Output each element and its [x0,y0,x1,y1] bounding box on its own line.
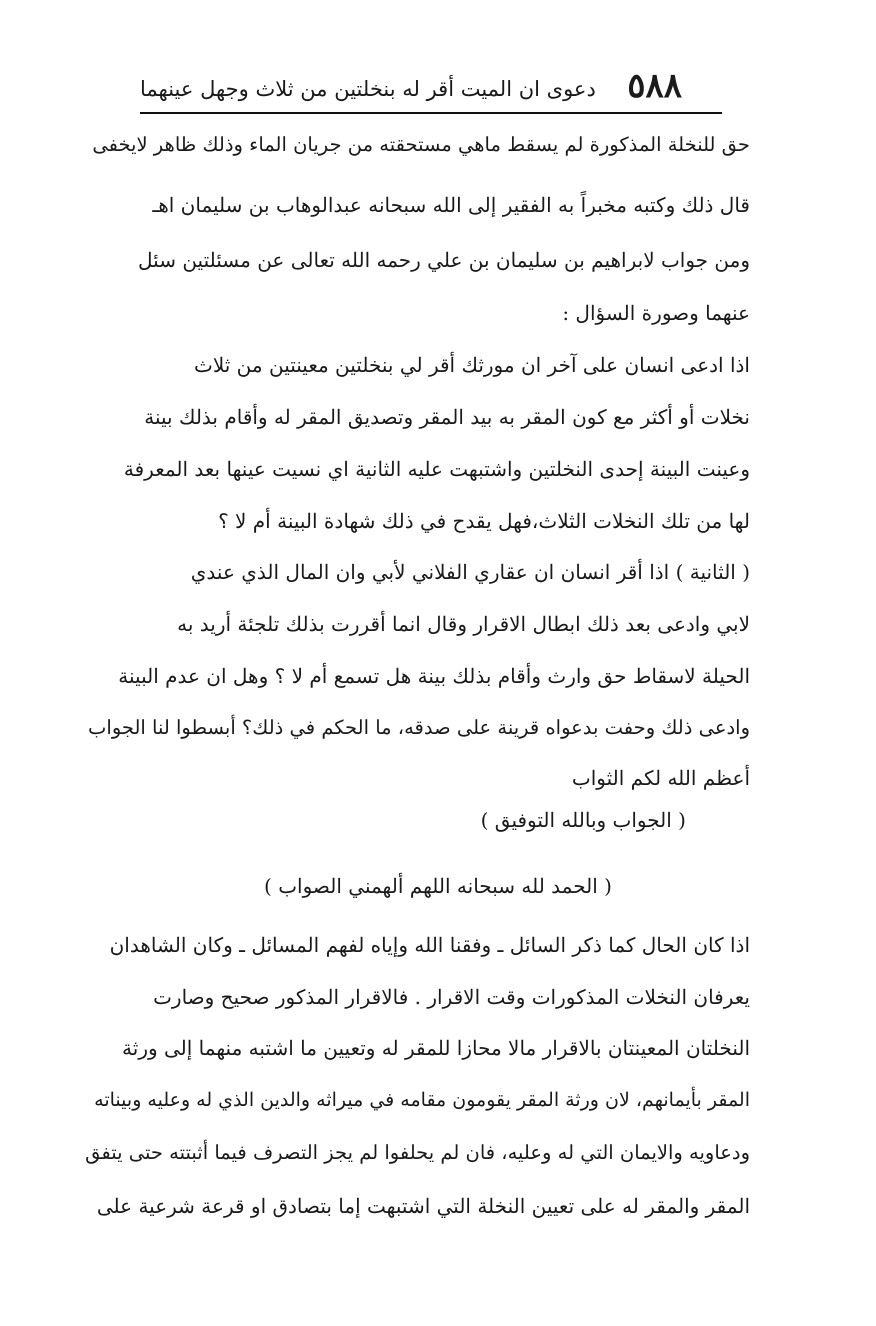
text-line: لابي وادعى بعد ذلك ابطال الاقرار وقال انما أقررت بذلك تلجئة أريد به [177,612,750,636]
text-line: وادعى ذلك وحفت بدعواه قرينة على صدقه، ما الحكم في ذلك؟ أبسطوا لنا الجواب [88,716,750,739]
text-line: قال ذلك وكتبه مخبراً به الفقير إلى الله سبحانه عبدالوهاب بن سليمان اهـ [152,193,750,217]
text-line: عنهما وصورة السؤال : [562,301,750,325]
text-line: ومن جواب لابراهيم بن سليمان بن علي رحمه الله تعالى عن مسئلتين سئل [138,248,750,272]
page-header [140,62,722,106]
text-line: المقر والمقر له على تعيين النخلة التي اشتبهت إما بتصادق او قرعة شرعية على [96,1194,750,1218]
text-line: وعينت البينة إحدى النخلتين واشتبهت عليه الثانية اي نسيت عينها بعد المعرفة [123,457,750,481]
text-line: نخلات أو أكثر مع كون المقر به بيد المقر وتصديق المقر له وأقام بذلك بينة [144,405,750,429]
text-line: النخلتان المعينتان بالاقرار مالا محازا للمقر له وتعيين ما اشتبه منهما إلى ورثة [122,1036,750,1060]
answer-heading: ( الجواب وبالله التوفيق ) [480,808,686,832]
text-line: اذا ادعى انسان على آخر ان مورثك أقر لي بنخلتين معينتين من ثلاث [193,353,750,377]
header-rule [140,112,722,114]
text-line: أعظم الله لكم الثواب [571,766,750,790]
text-line: ودعاويه والايمان التي له وعليه، فان لم يحلفوا لم يجز التصرف فيما أثبتته حتى يتفق [85,1141,750,1164]
text-line: اذا كان الحال كما ذكر السائل ـ وفقنا الله وإياه لفهم المسائل ـ وكان الشاهدان [109,933,750,957]
page-number: ٥٨٨ [627,66,682,106]
running-title: دعوى ان الميت أقر له بنخلتين من ثلاث وجهل عينهما [140,77,596,101]
text-line: المقر بأيمانهم، لان ورثة المقر يقومون مقامه في ميراثه والدين الذي له وعليه وبيناته [94,1089,750,1111]
text-line: الحيلة لاسقاط حق وارث وأقام بذلك بينة هل تسمع أم لا ؟ وهل ان عدم البينة [118,664,750,688]
center-heading: ( الحمد لله سبحانه اللهم ألهمني الصواب ) [264,874,612,898]
text-line: يعرفان النخلات المذكورات وقت الاقرار . فالاقرار المذكور صحيح وصارت [153,985,750,1009]
text-line: حق للنخلة المذكورة لم يسقط ماهي مستحقته من جريان الماء وذلك ظاهر لايخفى [92,133,750,156]
text-line: لها من تلك النخلات الثلاث،فهل يقدح في ذلك شهادة البينة أم لا ؟ [218,509,750,533]
text-line: ( الثانية ) اذا أقر انسان ان عقاري الفلاني لأبي وان المال الذي عندي [190,560,750,584]
